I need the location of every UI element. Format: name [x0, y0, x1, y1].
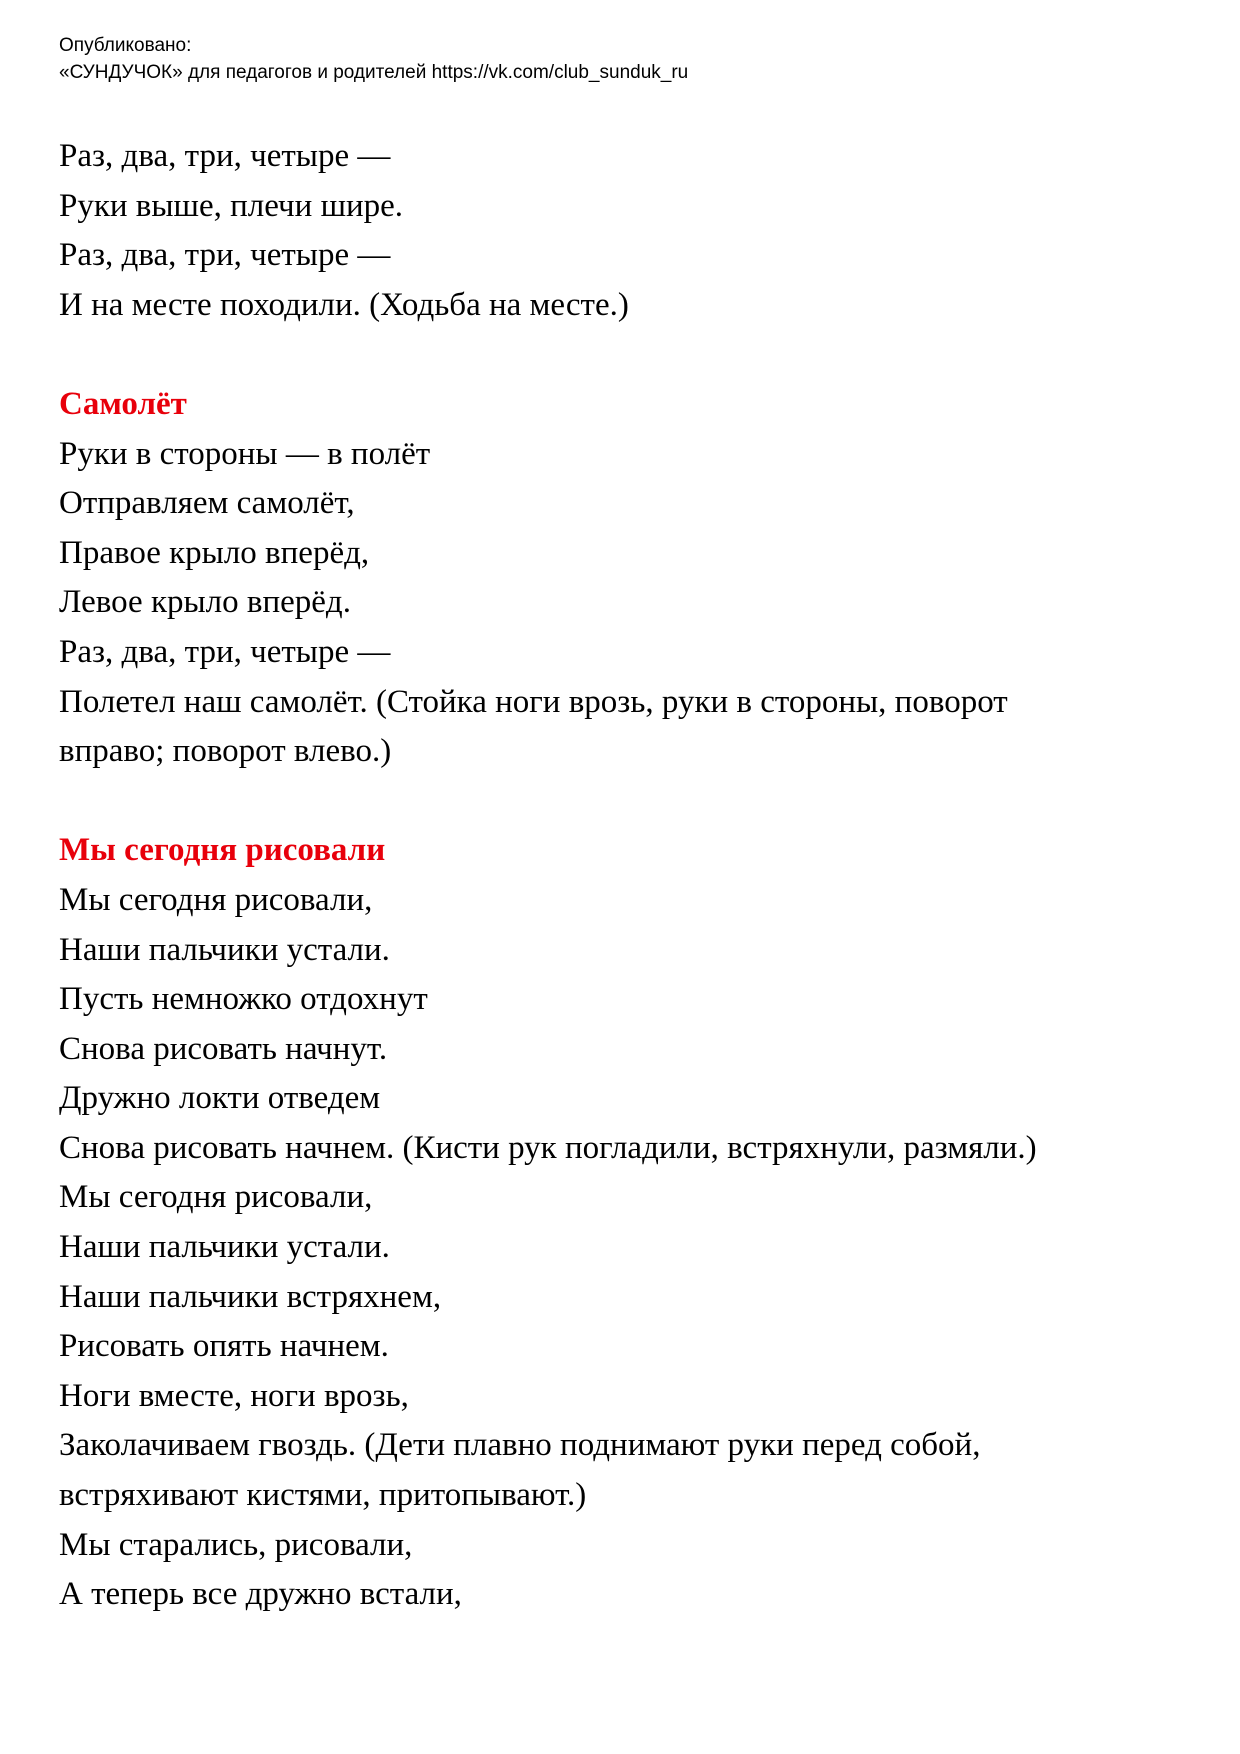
verse-line: Отправляем самолёт,	[59, 485, 355, 522]
verse-line: Раз, два, три, четыре —	[59, 138, 391, 174]
document-body	[59, 132, 1209, 1620]
section-title-samolet: Самолёт	[59, 385, 187, 422]
section-title-risovali: Мы сегодня рисовали	[59, 832, 386, 869]
verse-line: Левое крыло вперёд.	[59, 584, 351, 621]
verse-line: Раз, два, три, четыре —	[59, 633, 391, 670]
verse-line: Полетел наш самолёт. (Стойка ноги врозь, руки в стороны, поворот	[59, 683, 1008, 720]
verse-line: Правое крыло вперёд,	[59, 534, 370, 571]
intro-verse	[59, 132, 1209, 330]
verse-line: Наши пальчики встряхнем,	[59, 1278, 442, 1315]
verse-line: вправо; поворот влево.)	[59, 733, 392, 770]
published-label: Опубликовано:	[59, 35, 192, 56]
verse-line: Наши пальчики устали.	[59, 931, 390, 968]
section-gap	[59, 777, 1209, 827]
verse-line: Мы сегодня рисовали,	[59, 1179, 373, 1216]
verse-line: Ноги вместе, ноги врозь,	[59, 1377, 409, 1414]
publication-header	[59, 32, 688, 86]
risovali-section	[59, 826, 1209, 1620]
verse-line: Пусть немножко отдохнут	[59, 981, 428, 1018]
verse-line: Мы сегодня рисовали,	[59, 881, 373, 918]
verse-line: Мы старались, рисовали,	[59, 1526, 413, 1563]
verse-line: И на месте походили. (Ходьба на месте.)	[59, 286, 629, 323]
verse-line: Снова рисовать начнем. (Кисти рук погладили, встряхнули, размяли.)	[59, 1129, 1037, 1166]
verse-line: Руки выше, плечи шире.	[59, 187, 404, 224]
verse-line: Раз, два, три, четыре —	[59, 237, 391, 274]
verse-line: встряхивают кистями, притопывают.)	[59, 1477, 587, 1514]
verse-line: Дружно локти отведем	[59, 1080, 381, 1117]
verse-line: Наши пальчики устали.	[59, 1229, 390, 1266]
verse-line: Снова рисовать начнут.	[59, 1030, 388, 1067]
verse-line: Заколачиваем гвоздь. (Дети плавно поднимают руки перед собой,	[59, 1427, 981, 1464]
publisher-info: «СУНДУЧОК» для педагогов и родителей https://vk.com/club_sunduk_ru	[59, 62, 689, 83]
section-gap	[59, 330, 1209, 380]
verse-line: Рисовать опять начнем.	[59, 1328, 389, 1365]
verse-line: Руки в стороны — в полёт	[59, 435, 431, 472]
verse-line: А теперь все дружно встали,	[59, 1576, 462, 1613]
samolet-section	[59, 380, 1209, 777]
